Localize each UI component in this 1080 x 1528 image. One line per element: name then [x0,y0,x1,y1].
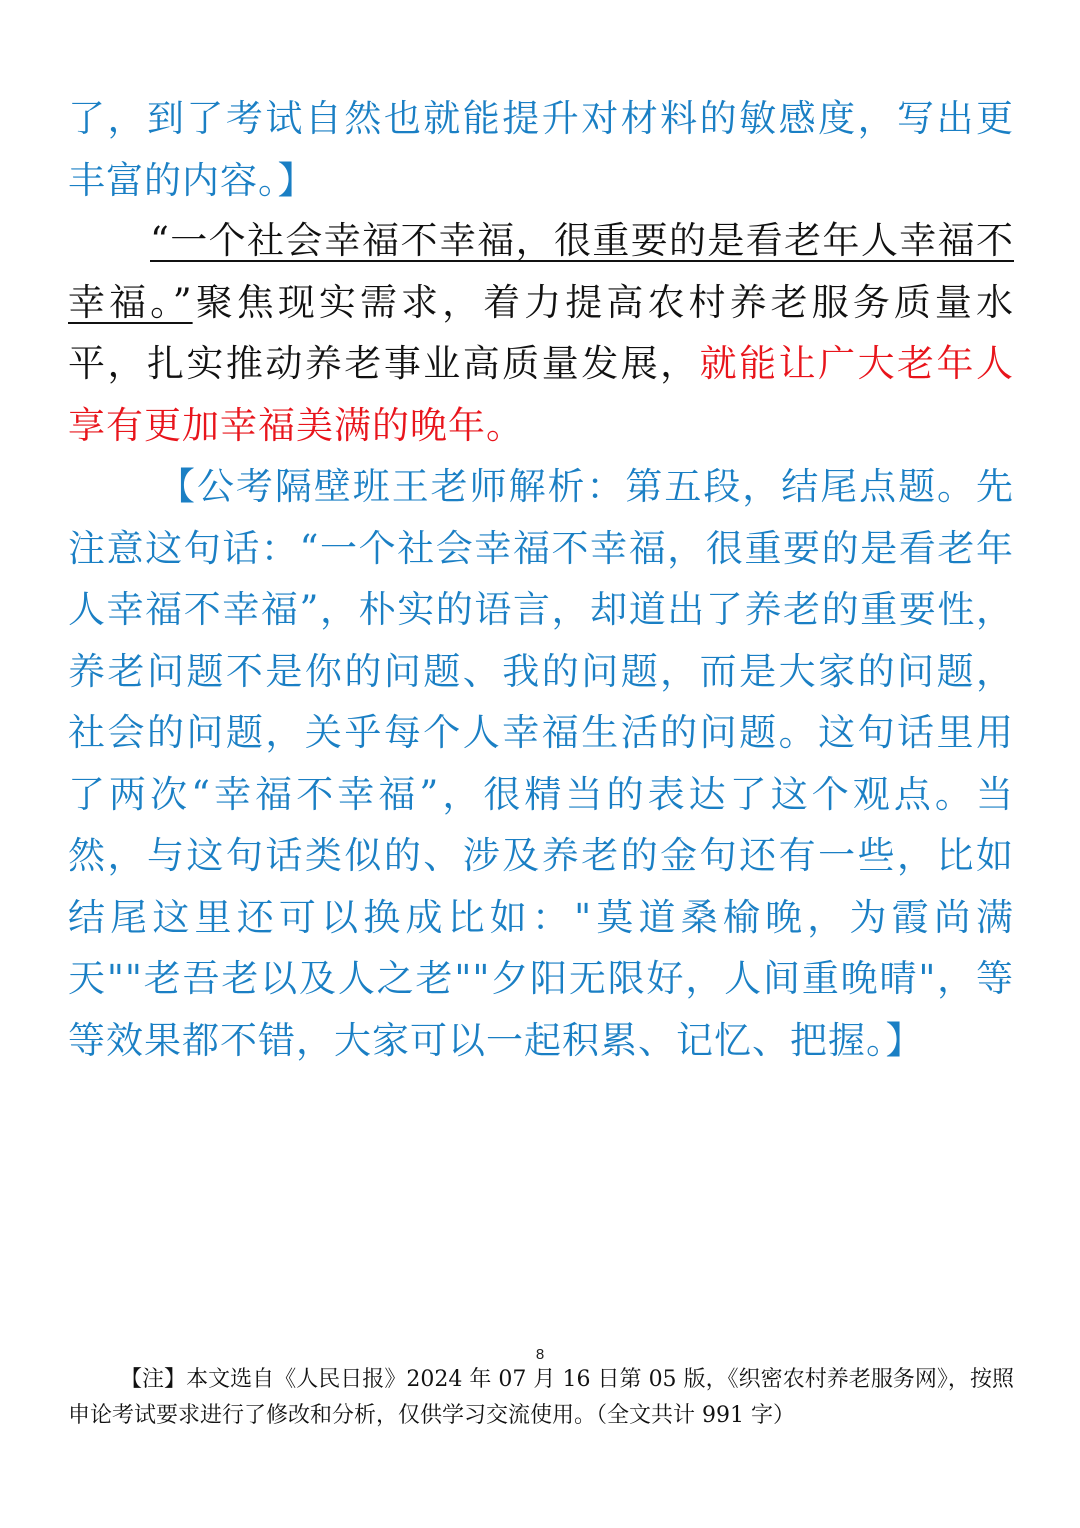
source-footnote: 【注】本文选自《人民日报》2024 年 07 月 16 日第 05 版，《织密农村养老服务网》，按照申论考试要求进行了修改和分析，仅供学习交流使用。（全文共计 991 字） [68,1367,1014,1428]
teacher-analysis-text: 【公考隔壁班王老师解析：第五段，结尾点题。先注意这句话：“一个社会幸福不幸福，很重要的是看老年人幸福不幸福”，朴实的语言，却道出了养老的重要性，养老问题不是你的问题、我的问题，而是大家的问题，社会的问题，关乎每个人幸福生活的问题。这句话里用了两次“幸福不幸福”，很精当的表达了这个观点。当然，与这句话类似的、涉及养老的金句还有一些，比如结尾这里还可以换成比如："莫道桑榆晚，为霞尚满天""老吾老以及人之老""夕阳无限好，人间重晚晴"，等等效果都不错，大家可以一起积累、记忆、把握。】 [68,465,1014,1062]
article-paragraph [68,210,1014,456]
analysis-continuation [68,88,1014,211]
analysis-continuation-text: 了，到了考试自然也就能提升对材料的敏感度，写出更丰富的内容。】 [68,97,1014,202]
article-body-text: 聚焦现实需求，着力提高农村养老服务质量水平，扎实推动养老事业高质量发展， [68,280,1014,385]
underlined-quote: “一个社会幸福不幸福，很重要的是看老年人幸福不幸福。” [68,219,1014,324]
highlighted-sentence: 就能让广大老年人享有更加幸福美满的晚年。 [68,342,1015,447]
page-number: 8 [535,1346,545,1363]
teacher-analysis [68,456,1014,1071]
